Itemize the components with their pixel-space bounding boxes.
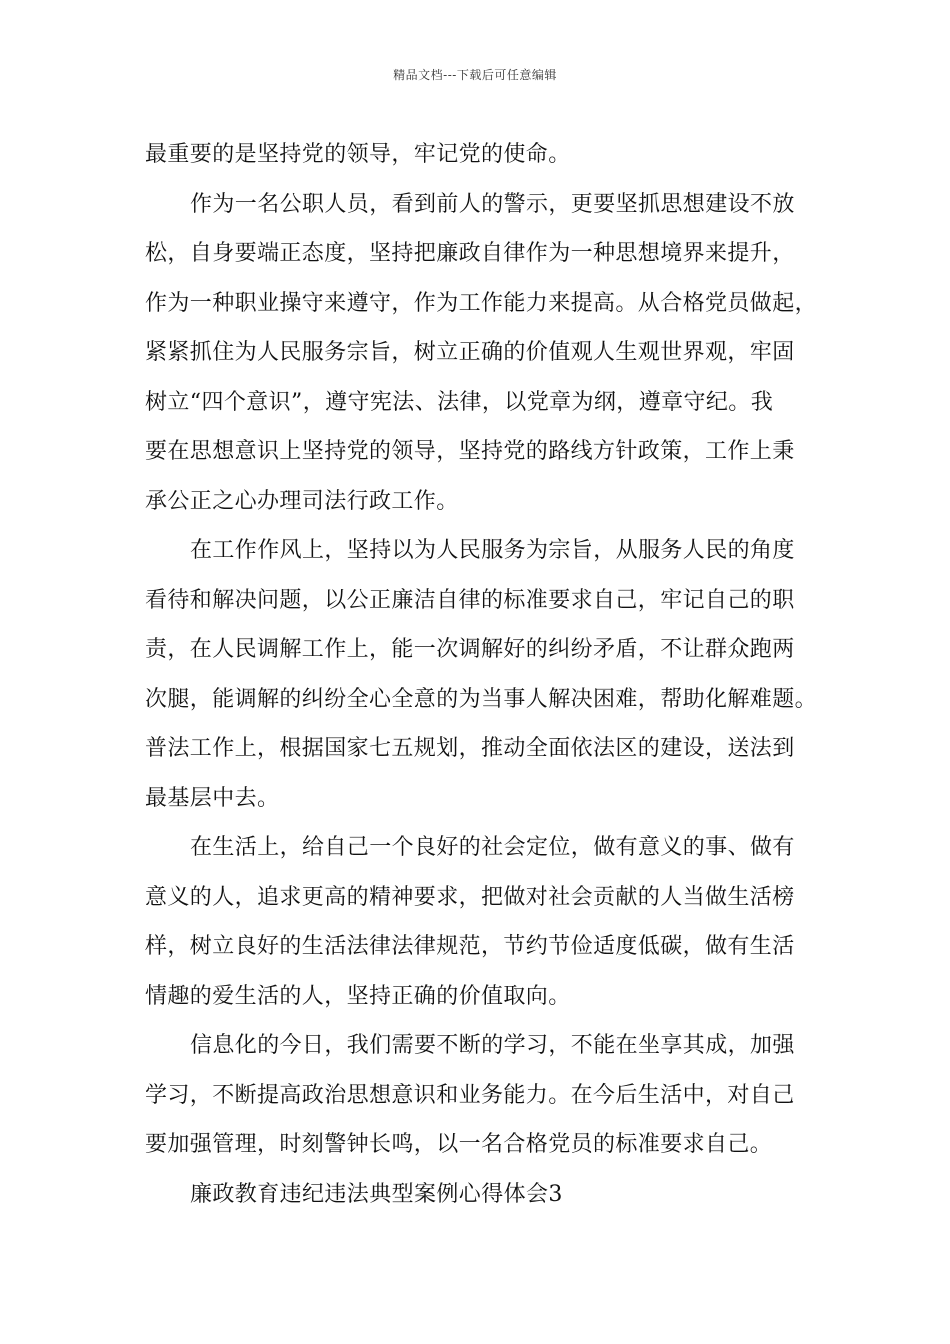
text-line: 次腿，能调解的纠纷全心全意的为当事人解决困难，帮助化解难题。 [145, 686, 818, 712]
text-line: 要在思想意识上坚持党的领导，坚持党的路线方针政策，工作上秉 [145, 439, 795, 464]
paragraph-start-line: 信息化的今日，我们需要不断的学习，不能在坐享其成，加强 [190, 1033, 795, 1058]
paragraph-start-line: 作为一名公职人员，看到前人的警示，更要坚抓思想建设不放 [190, 191, 795, 217]
document-body [145, 130, 825, 1219]
section-title: 廉政教育违纪违法典型案例心得体会3 [190, 1181, 563, 1207]
page-header: 精品文档---下载后可任意编辑 [393, 68, 557, 82]
text-line: 情趣的爱生活的人，坚持正确的价值取向。 [145, 983, 571, 1009]
text-line: 责，在人民调解工作上，能一次调解好的纠纷矛盾，不让群众跑两 [145, 637, 795, 662]
text-line: 树立“四个意识”，遵守宪法、法律，以党章为纲，遵章守纪。我 [145, 389, 774, 415]
text-line: 最基层中去。 [145, 785, 280, 811]
text-line: 松，自身要端正态度，坚持把廉政自律作为一种思想境界来提升， [145, 241, 795, 266]
text-line: 看待和解决问题，以公正廉洁自律的标准要求自己，牢记自己的职 [145, 587, 795, 613]
paragraph-start-line: 在工作作风上，坚持以为人民服务为宗旨，从服务人民的角度 [190, 538, 795, 563]
text-line: 紧紧抓住为人民服务宗旨，树立正确的价值观人生观世界观，牢固 [145, 340, 795, 365]
text-line: 要加强管理，时刻警钟长鸣，以一名合格党员的标准要求自己。 [145, 1132, 773, 1157]
text-line: 样，树立良好的生活法律法律规范，节约节俭适度低碳，做有生活 [145, 934, 795, 959]
text-line: 普法工作上，根据国家七五规划，推动全面依法区的建设，送法到 [145, 736, 795, 761]
text-line: 最重要的是坚持党的领导，牢记党的使命。 [145, 142, 571, 167]
text-line: 承公正之心办理司法行政工作。 [145, 488, 459, 514]
text-line: 意义的人，追求更高的精神要求，把做对社会贡献的人当做生活榜 [145, 884, 795, 910]
paragraph-start-line: 在生活上，给自己一个良好的社会定位，做有意义的事、做有 [190, 835, 795, 860]
text-line: 作为一种职业操守来遵守，作为工作能力来提高。从合格党员做起， [145, 290, 818, 316]
text-line: 学习，不断提高政治思想意识和业务能力。在今后生活中，对自己 [145, 1082, 795, 1108]
